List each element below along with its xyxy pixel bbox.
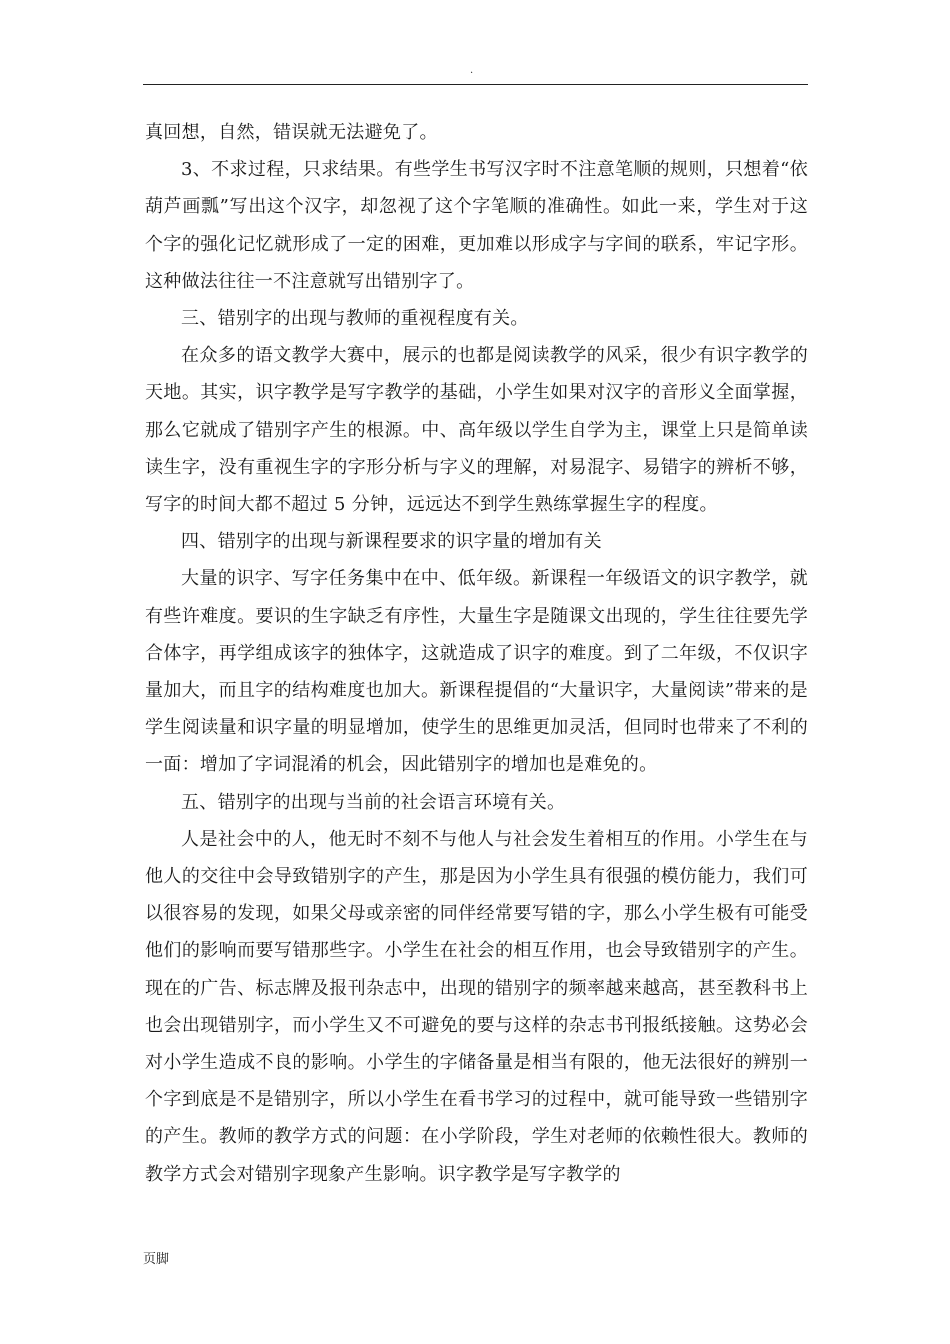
page-footer: 页脚 — [143, 1252, 170, 1267]
paragraph-teacher-emphasis: 在众多的语文教学大赛中，展示的也都是阅读教学的风采，很少有识字教学的天地。其实，识字教学是写字教学的基础，小学生如果对汉字的音形义全面掌握，那么它就成了错别字产生的根源。中、高年级以学生自学为主，课堂上只是简单读读生字，没有重视生字的字形分析与字义的理解，对易混字、易错字的辨析不够，写字的时间大都不超过 5 分钟，远远达不到学生熟练掌握生字的程度。 — [145, 345, 808, 516]
header-mark: . — [470, 65, 474, 76]
paragraph-point-3: 3、不求过程，只求结果。有些学生书写汉字时不注意笔顺的规则，只想着“依葫芦画瓢”写出这个汉字，却忽视了这个字笔顺的准确性。如此一来，学生对于这个字的强化记忆就形成了一定的困难，更加难以形成字与字间的联系，牢记字形。这种做法往往一不注意就写出错别字了。 — [145, 159, 808, 292]
header-rule — [143, 84, 808, 85]
section-heading-4: 四、错别字的出现与新课程要求的识字量的增加有关 — [181, 531, 602, 553]
section-heading-3: 三、错别字的出现与教师的重视程度有关。 — [181, 308, 529, 330]
document-body — [145, 114, 808, 1193]
paragraph-continuation: 真回想，自然，错误就无法避免了。 — [145, 122, 438, 143]
section-heading-5: 五、错别字的出现与当前的社会语言环境有关。 — [181, 791, 566, 813]
paragraph-literacy-load: 大量的识字、写字任务集中在中、低年级。新课程一年级语文的识字教学，就有些许难度。要识的生字缺乏有序性，大量生字是随课文出现的，学生往往要先学合体字，再学组成该字的独体字，这就造成了识字的难度。到了二年级，不仅识字量加大，而且字的结构难度也加大。新课程提倡的“大量识字，大量阅读”带来的是学生阅读量和识字量的明显增加，使学生的思维更加灵活，但同时也带来了不利的一面：增加了字词混淆的机会，因此错别字的增加也是难免的。 — [145, 568, 808, 776]
paragraph-social-environment: 人是社会中的人，他无时不刻不与他人与社会发生着相互的作用。小学生在与他人的交往中会导致错别字的产生，那是因为小学生具有很强的模仿能力，我们可以很容易的发现，如果父母或亲密的同伴经常要写错的字，那么小学生极有可能受他们的影响而要写错那些字。小学生在社会的相互作用，也会导致错别字的产生。现在的广告、标志牌及报刊杂志中，出现的错别字的频率越来越高，甚至教科书上也会出现错别字，而小学生又不可避免的要与这样的杂志书刊报纸接触。这势必会对小学生造成不良的影响。小学生的字储备量是相当有限的，他无法很好的辨别一个字到底是不是错别字，所以小学生在看书学习的过程中，就可能导致一些错别字的产生。教师的教学方式的问题：在小学阶段，学生对老师的依赖性很大。教师的教学方式会对错别字现象产生影响。识字教学是写字教学的 — [145, 828, 808, 1185]
